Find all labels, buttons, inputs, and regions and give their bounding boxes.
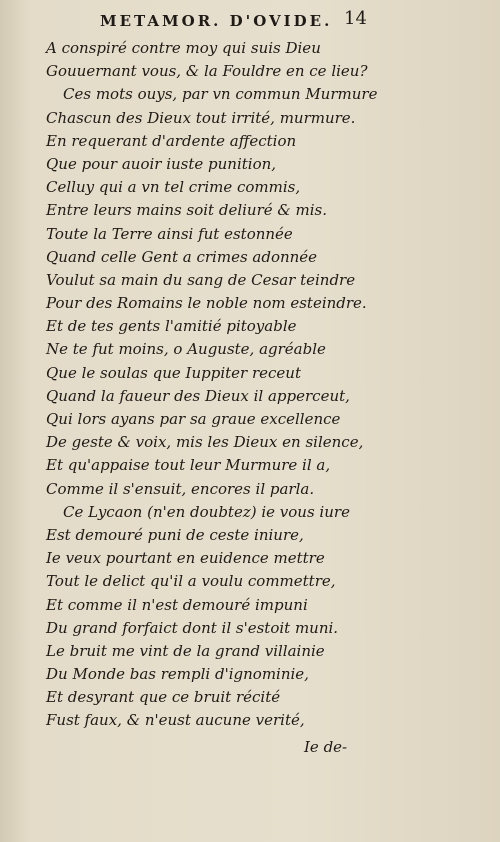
verse-line: Gouuernant vous, & la Fouldre en ce lieu? (46, 62, 368, 81)
verse-line: Quand celle Gent a crimes adonnée (46, 247, 318, 266)
verse-line: Entre leurs mains soit deliuré & mis. (46, 201, 327, 220)
verse-line: Que le soulas que Iuppiter receut (46, 363, 301, 382)
verse-line: Pour des Romains le noble nom esteindre. (46, 294, 367, 313)
catchword: Ie de- (304, 738, 348, 756)
verse-line: Ces mots ouys, par vn commun Murmure (63, 85, 378, 104)
verse-line: En requerant d'ardente affection (46, 131, 297, 150)
verse-line: Ce Lycaon (n'en doubtez) ie vous iure (63, 502, 350, 521)
verse-line: Voulut sa main du sang de Cesar teindre (46, 270, 356, 289)
verse-line: Qui lors ayans par sa graue excellence (46, 410, 341, 428)
verse-line: Celluy qui a vn tel crime commis, (46, 178, 301, 197)
verse-line: Toute la Terre ainsi fut estonnée (46, 224, 293, 243)
verse-line: Du Monde bas rempli d'ignominie, (46, 665, 309, 684)
verse-line: Comme il s'ensuit, encores il parla. (46, 479, 315, 498)
verse-line: Est demouré puni de ceste iniure, (46, 525, 304, 544)
verse-line: Du grand forfaict dont il s'estoit muni. (46, 618, 339, 637)
verse-line: Ne te fut moins, o Auguste, agréable (46, 340, 326, 359)
verse-line: A conspiré contre moy qui suis Dieu (46, 39, 321, 57)
verse-line: Ie veux pourtant en euidence mettre (46, 549, 325, 568)
verse-line: Et qu'appaise tout leur Murmure il a, (46, 456, 331, 475)
verse-line: Et comme il n'est demouré impuni (46, 595, 308, 614)
poem-text (46, 37, 466, 733)
verse-line: Et de tes gents l'amitié pitoyable (46, 317, 297, 336)
verse-line: Quand la faueur des Dieux il apperceut, (46, 386, 350, 405)
running-title: METAMOR. D'OVIDE. (100, 12, 333, 30)
verse-line: Chascun des Dieux tout irrité, murmure. (46, 108, 356, 127)
verse-line: De geste & voix, mis les Dieux en silence, (46, 433, 364, 452)
verse-line: Fust faux, & n'eust aucune verité, (46, 711, 305, 730)
verse-line: Et desyrant que ce bruit récité (46, 688, 281, 707)
page-number: 14 (344, 8, 367, 29)
verse-line: Le bruit me vint de la grand villainie (46, 641, 325, 660)
verse-line: Que pour auoir iuste punition, (46, 154, 277, 173)
page-header (0, 8, 500, 38)
verse-line: Tout le delict qu'il a voulu commettre, (46, 572, 336, 591)
